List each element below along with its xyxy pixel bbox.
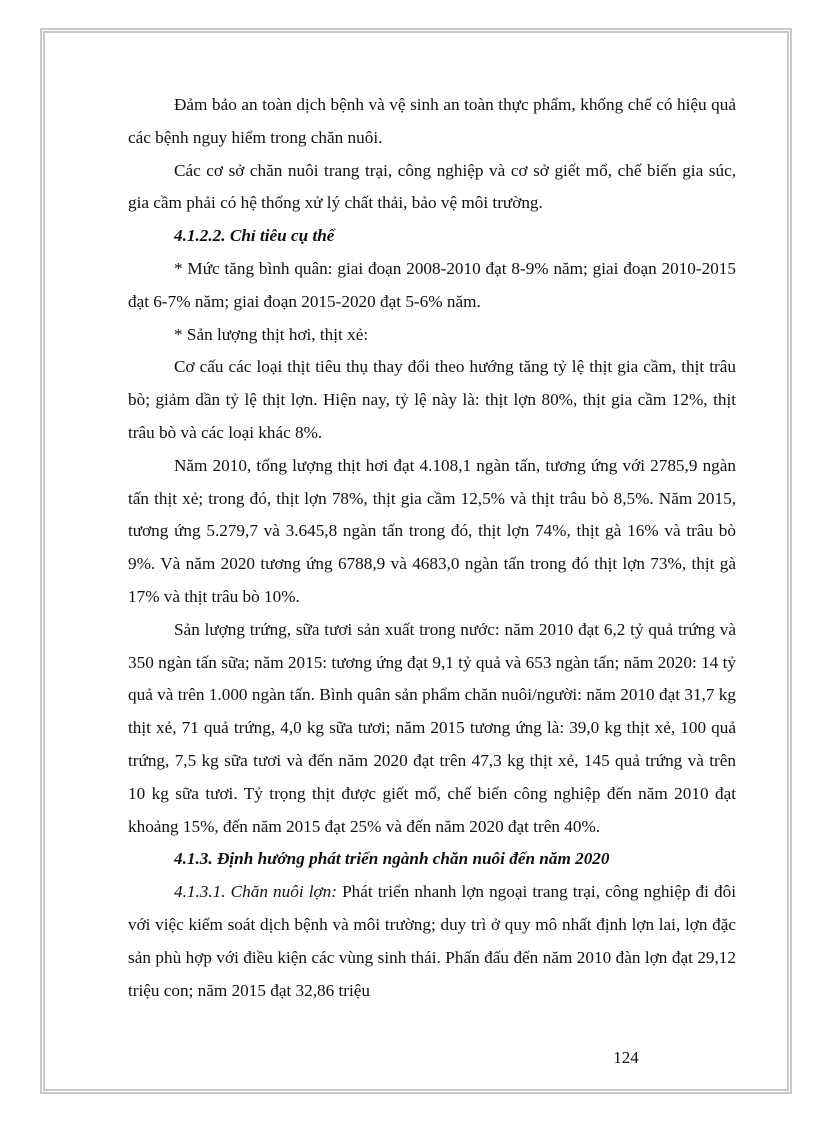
paragraph-pig-farming bbox=[128, 876, 736, 1007]
paragraph-eggs-milk: Sản lượng trứng, sữa tươi sản xuất trong nước: năm 2010 đạt 6,2 tỷ quả trứng và 350 ngàn tấn sữa; năm 2015: tương ứng đạt 9,1 tỷ quả và 653 ngàn tấn; năm 2020: 14 tỷ quả và trên 1.000 ngàn tấn. Bình quân sản phẩm chăn nuôi/người: năm 2010 đạt 31,7 kg thịt xẻ, 71 quả trứng, 4,0 kg sữa tươi; năm 2015 tương ứng là: 39,0 kg thịt xẻ, 100 quả trứng, 7,5 kg sữa tươi và đến năm 2020 đạt trên 47,3 kg thịt xẻ, 145 quả trứng và trên 10 kg sữa tươi. Tỷ trọng thịt được giết mổ, chế biến công nghiệp đến năm 2010 đạt khoảng 15%, đến năm 2015 đạt 25% và đến năm 2020 đạt trên 40%. bbox=[128, 619, 736, 836]
paragraph-meat-output-label: * Sản lượng thịt hơi, thịt xẻ: bbox=[174, 324, 369, 344]
paragraph-meat-structure: Cơ cấu các loại thịt tiêu thụ thay đổi theo hướng tăng tỷ lệ thịt gia cầm, thịt trâu bò; giảm dần tỷ lệ thịt lợn. Hiện nay, tỷ lệ này là: thịt lợn 80%, thịt gia cầm 12%, thịt trâu bò và các loại khác 8%. bbox=[128, 357, 736, 442]
heading-livestock-orientation: 4.1.3. Định hướng phát triển ngành chăn nuôi đến năm 2020 bbox=[174, 849, 610, 869]
pig-farming-lead: 4.1.3.1. Chăn nuôi lợn: bbox=[174, 882, 337, 902]
page-number: 124 bbox=[613, 1048, 639, 1067]
heading-specific-targets: 4.1.2.2. Chỉ tiêu cụ thể bbox=[174, 226, 335, 246]
paragraph-meat-volume: Năm 2010, tổng lượng thịt hơi đạt 4.108,1 ngàn tấn, tương ứng với 2785,9 ngàn tấn thịt xẻ; trong đó, thịt lợn 78%, thịt gia cầm 12,5% và thịt trâu bò 8,5%. Năm 2015, tương ứng 5.279,7 và 3.645,8 ngàn tấn trong đó, thịt lợn 74%, thịt gà 16% và trâu bò 9%. Và năm 2020 tương ứng 6788,9 và 4683,0 ngàn tấn trong đó thịt lợn 73%, thịt gà 17% và thịt trâu bò 10%. bbox=[128, 455, 736, 606]
page-number-container bbox=[0, 1048, 816, 1068]
pig-farming-text: Phát triển nhanh lợn ngoại trang trại, công nghiệp đi đôi với việc kiểm soát dịch bệnh và môi trường; duy trì ở quy mô nhất định lợn lai, lợn đặc sản phù hợp với điều kiện các vùng sinh thái. Phấn đấu đến năm 2010 đàn lợn đạt 29,12 triệu con; năm 2015 đạt 32,86 triệu bbox=[128, 882, 736, 1000]
paragraph-waste-treatment: Các cơ sở chăn nuôi trang trại, công nghiệp và cơ sở giết mổ, chế biến gia súc, gia cầm phải có hệ thống xử lý chất thải, bảo vệ môi trường. bbox=[128, 160, 736, 213]
paragraph-disease-safety: Đảm bảo an toàn dịch bệnh và vệ sinh an toàn thực phẩm, khống chế có hiệu quả các bệnh nguy hiểm trong chăn nuôi. bbox=[128, 95, 736, 147]
paragraph-growth-rate: * Mức tăng bình quân: giai đoạn 2008-2010 đạt 8-9% năm; giai đoạn 2010-2015 đạt 6-7% năm; giai đoạn 2015-2020 đạt 5-6% năm. bbox=[128, 258, 736, 311]
page-content bbox=[128, 89, 736, 1007]
